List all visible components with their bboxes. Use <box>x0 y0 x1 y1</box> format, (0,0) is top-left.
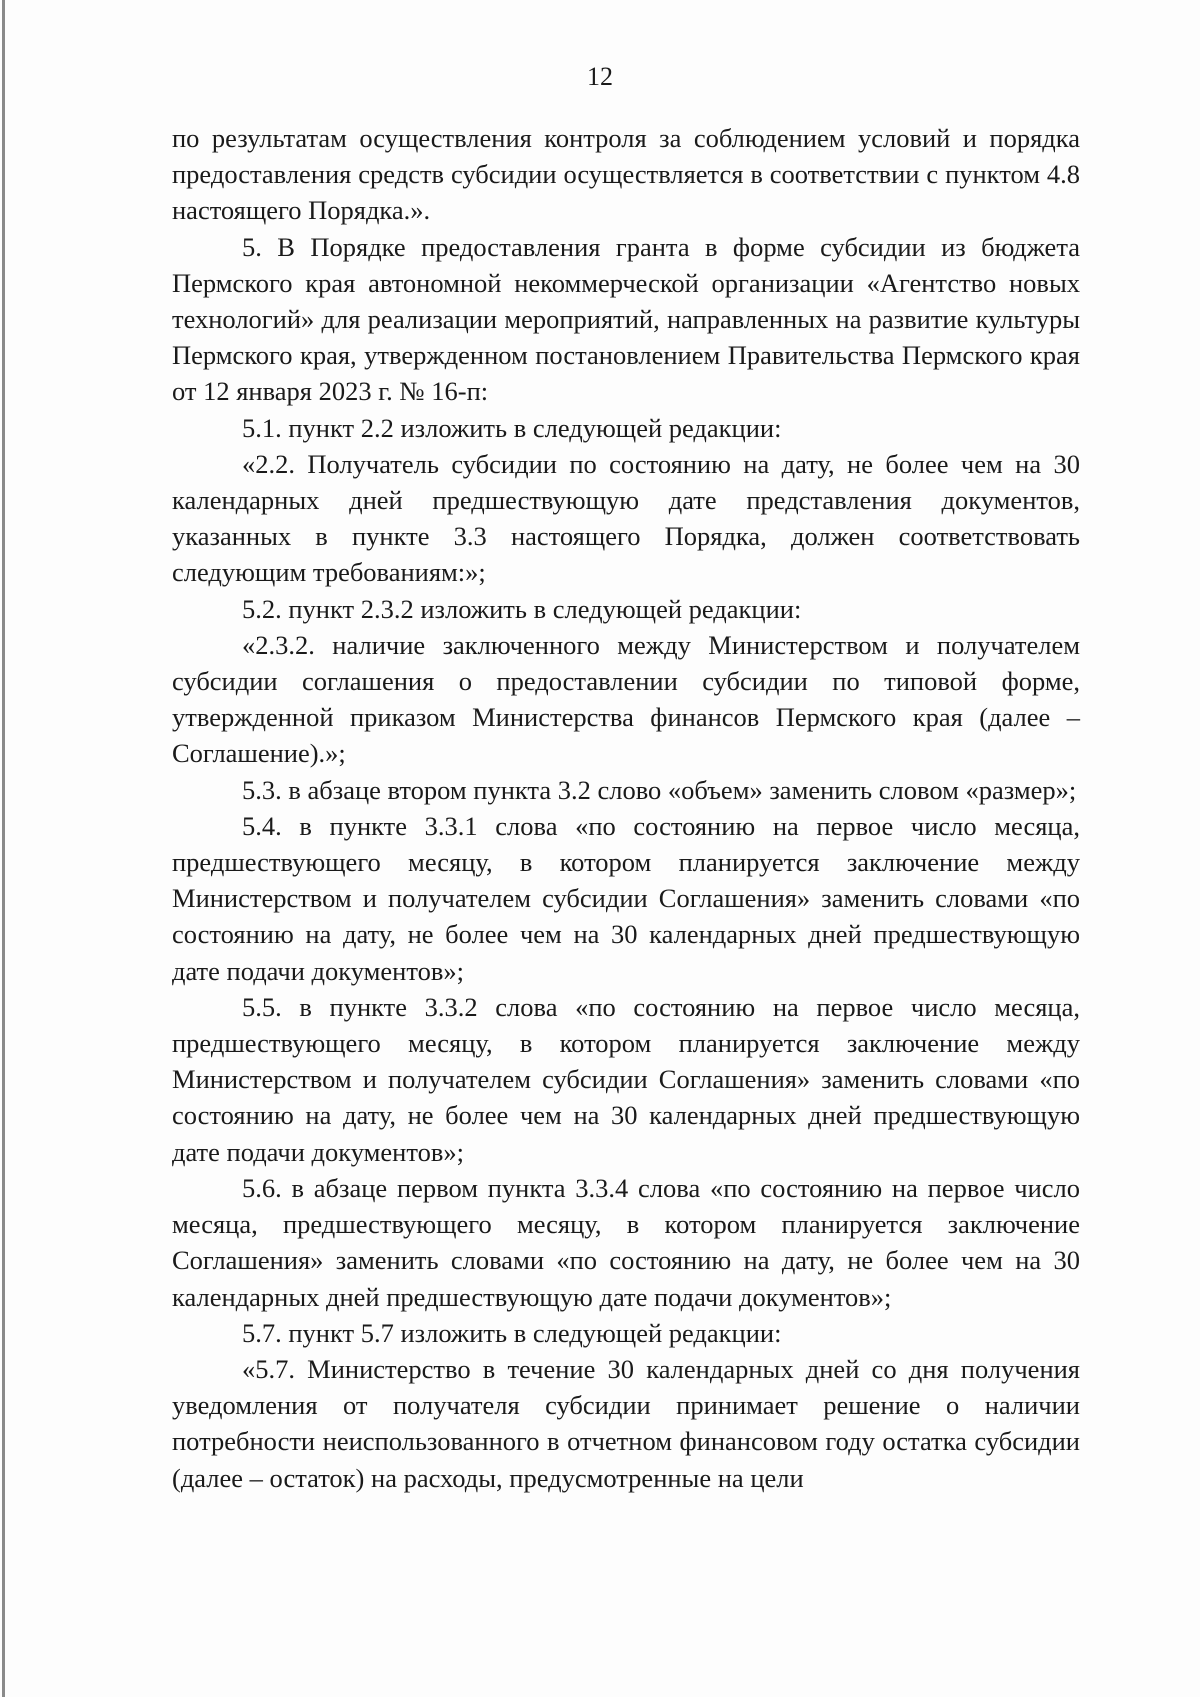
paragraph: «2.3.2. наличие заключенного между Министерством и получателем субсидии соглашения о предоставлении субсидии по типовой форме, утвержденной приказом Министерства финансов Пермского края (далее – Соглашение).»; <box>172 629 1080 769</box>
paragraph: 5.3. в абзаце втором пункта 3.2 слово «объем» заменить словом «размер»; <box>242 774 1077 805</box>
paragraph: по результатам осуществления контроля за соблюдением условий и порядка предоставления средств субсидии осуществляется в соответствии с пунктом 4.8 настоящего Порядка.». <box>172 123 1080 226</box>
document-body <box>172 120 1080 1496</box>
paragraph: «2.2. Получатель субсидии по состоянию на дату, не более чем на 30 календарных дней предшествующую дате представления документов, указанных в пункте 3.3 настоящего Порядка, должен соответствовать следующим требованиям:»; <box>172 448 1080 588</box>
paragraph: 5. В Порядке предоставления гранта в форме субсидии из бюджета Пермского края автономной некоммерческой организации «Агентство новых технологий» для реализации мероприятий, направленных на развитие культуры Пермского края, утвержденном постановлением Правительства Пермского края от 12 января 2023 г. № 16-п: <box>172 231 1080 407</box>
paragraph: «5.7. Министерство в течение 30 календарных дней со дня получения уведомления от получателя субсидии принимает решение о наличии потребности неиспользованного в отчетном финансовом году остатка субсидии (далее – остаток) на расходы, предусмотренные на цели <box>172 1353 1080 1493</box>
paragraph: 5.5. в пункте 3.3.2 слова «по состоянию на первое число месяца, предшествующего месяцу, в котором планируется заключение между Министерством и получателем субсидии Соглашения» заменить словами «по состоянию на дату, не более чем на 30 календарных дней предшествующую дате подачи документов»; <box>172 991 1080 1167</box>
paragraph: 5.4. в пункте 3.3.1 слова «по состоянию на первое число месяца, предшествующего месяцу, в котором планируется заключение между Министерством и получателем субсидии Соглашения» заменить словами «по состоянию на дату, не более чем на 30 календарных дней предшествующую дате подачи документов»; <box>172 810 1080 986</box>
paragraph: 5.6. в абзаце первом пункта 3.3.4 слова «по состоянию на первое число месяца, предшествующего месяцу, в котором планируется заключение Соглашения» заменить словами «по состоянию на дату, не более чем на 30 календарных дней предшествующую дате подачи документов»; <box>172 1172 1080 1312</box>
page-number: 12 <box>587 62 613 91</box>
paragraph: 5.2. пункт 2.3.2 изложить в следующей редакции: <box>242 593 802 624</box>
scan-edge <box>2 0 5 1697</box>
paragraph: 5.1. пункт 2.2 изложить в следующей редакции: <box>242 412 782 443</box>
paragraph: 5.7. пункт 5.7 изложить в следующей редакции: <box>242 1317 782 1348</box>
